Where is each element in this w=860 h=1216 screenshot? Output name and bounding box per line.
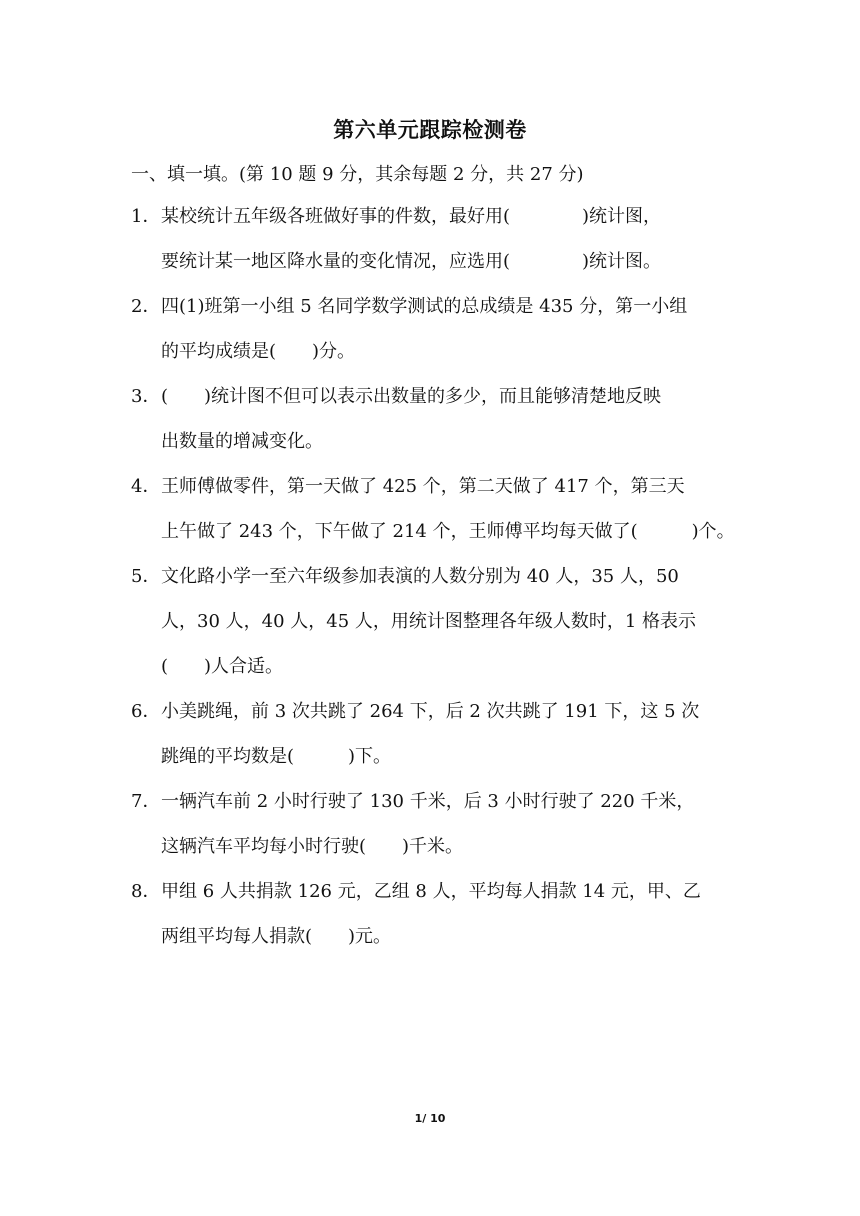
question-4-line-2: 上午做了 243 个，下午做了 214 个，王师傅平均每天做了( )个。 xyxy=(161,521,735,542)
page-title: 第六单元跟踪检测卷 xyxy=(333,118,527,142)
question-1-line-1 xyxy=(131,204,661,230)
question-text: 文化路小学一至六年级参加表演的人数分别为 40 人，35 人，50 xyxy=(161,566,679,587)
question-number: 5． xyxy=(131,566,161,587)
question-text: 四(1)班第一小组 5 名同学数学测试的总成绩是 435 分，第一小组 xyxy=(161,296,688,317)
question-number: 1． xyxy=(131,206,161,227)
question-5-line-2: 人，30 人，40 人，45 人，用统计图整理各年级人数时，1 格表示 xyxy=(161,611,697,632)
question-text: 某校统计五年级各班做好事的件数，最好用( )统计图， xyxy=(161,206,662,227)
section-heading: 一、填一填。(第 10 题 9 分，其余每题 2 分，共 27 分) xyxy=(131,164,584,185)
question-6-line-1 xyxy=(131,699,699,725)
question-5-line-3: ( )人合适。 xyxy=(161,656,284,677)
question-7-line-2: 这辆汽车平均每小时行驶( )千米。 xyxy=(161,836,464,857)
question-number: 7． xyxy=(131,791,161,812)
question-8-line-1 xyxy=(131,879,701,905)
question-text: 王师傅做零件，第一天做了 425 个，第二天做了 417 个，第三天 xyxy=(161,476,685,497)
question-7-line-1 xyxy=(131,789,694,815)
question-4-line-1 xyxy=(131,474,685,500)
question-2-line-1 xyxy=(131,294,687,320)
question-3-line-2: 出数量的增减变化。 xyxy=(161,431,323,452)
question-number: 2． xyxy=(131,296,161,317)
question-number: 3． xyxy=(131,386,161,407)
question-text: 小美跳绳，前 3 次共跳了 264 下，后 2 次共跳了 191 下，这 5 次 xyxy=(161,701,700,722)
question-text: 一辆汽车前 2 小时行驶了 130 千米，后 3 小时行驶了 220 千米， xyxy=(161,791,695,812)
question-text: ( )统计图不但可以表示出数量的多少，而且能够清楚地反映 xyxy=(161,386,662,407)
question-3-line-1 xyxy=(131,384,661,410)
question-number: 8． xyxy=(131,881,161,902)
question-6-line-2: 跳绳的平均数是( )下。 xyxy=(161,746,392,767)
question-text: 甲组 6 人共捐款 126 元，乙组 8 人，平均每人捐款 14 元，甲、乙 xyxy=(161,881,701,902)
question-8-line-2: 两组平均每人捐款( )元。 xyxy=(161,926,392,947)
question-1-line-2: 要统计某一地区降水量的变化情况，应选用( )统计图。 xyxy=(161,251,662,272)
question-2-line-2: 的平均成绩是( )分。 xyxy=(161,341,356,362)
question-5-line-1 xyxy=(131,564,679,590)
page-number: 1/ 10 xyxy=(414,1112,446,1125)
question-number: 6． xyxy=(131,701,161,722)
question-number: 4． xyxy=(131,476,161,497)
